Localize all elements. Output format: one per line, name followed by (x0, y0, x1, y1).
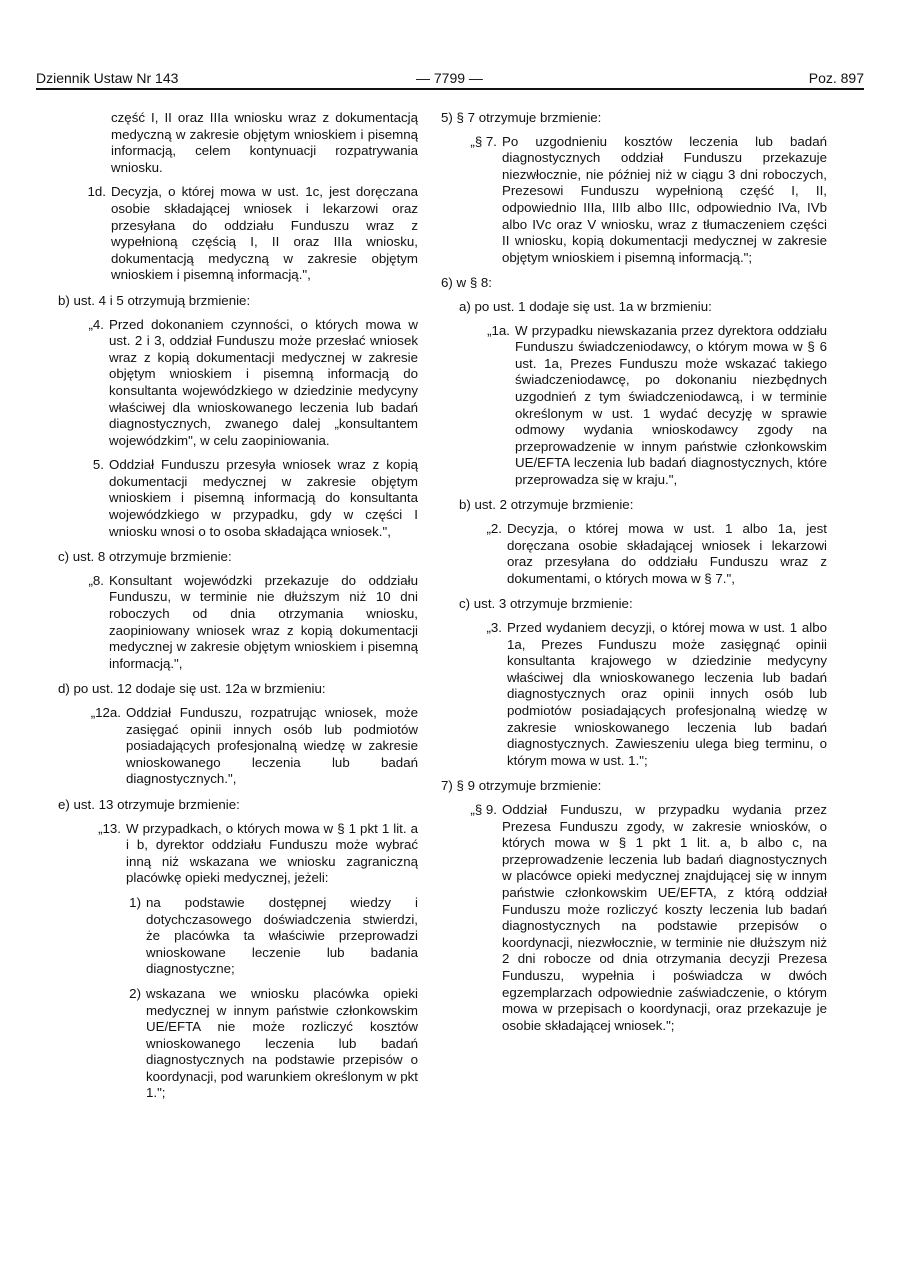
amendment-c-label: c) ust. 3 otrzymuje brzmienie: (459, 596, 633, 612)
paragraph-13-point-1: 1) na podstawie dostępnej wiedzy i dotychczasowego doświadczenia stwierdzi, że placówka ta właściwie przeprowadzi wnioskowane leczenie lub badania diagnostyczne; (129, 894, 418, 977)
left-column (58, 110, 418, 1110)
item-6-label: 6) w § 8: (441, 275, 492, 291)
amendment-c-label: c) ust. 8 otrzymuje brzmienie: (58, 549, 232, 565)
paragraph-13-point-2: 2) wskazana we wniosku placówka opieki medycznej w innym państwie członkowskim UE/EFTA nie może rozliczyć kosztów wnioskowanego leczenia lub badań diagnostycznych na podstawie przepisów o koordynacji, pod warunkiem określonym w pkt 1."; (129, 985, 418, 1101)
amendment-a-label: a) po ust. 1 dodaje się ust. 1a w brzmieniu: (459, 298, 712, 314)
page-number: — 7799 — (416, 70, 483, 86)
paragraph-12a: „12a. Oddział Funduszu, rozpatrując wniosek, może zasięgać opinii innych osób lub podmiotów posiadających profesjonalną wiedzę w zakresie wnioskowanego leczenia lub badań diagnostycznych.", (90, 705, 418, 787)
journal-title: Dziennik Ustaw Nr 143 (36, 70, 179, 86)
paragraph-3: „3. Przed wydaniem decyzji, o której mowa w ust. 1 albo 1a, Prezes Funduszu może zasięgnąć opinii konsultanta krajowego w dziedzinie medycyny właściwej dla wnioskowanego leczenia lub badań diagnostycznych oraz opinii innych osób lub podmiotów posiadających profesjonalną wiedzę w zakresie wnioskowanego leczenia lub badań diagnostycznych. Zawieszeniu ulega bieg terminu, o którym mowa w ust. 1."; (486, 620, 827, 768)
paragraph-5: 5. Oddział Funduszu przesyła wniosek wraz z kopią dokumentacji medycznej w zakresie objętym wnioskiem i pisemną informacją do konsultanta wojewódzkiego w przypadku, gdy w części I wniosku wnosi o to osoba składająca wniosek.", (92, 457, 418, 539)
paragraph-1a: „1a. W przypadku niewskazania przez dyrektora oddziału Funduszu świadczeniodawcy, o którym mowa w § 6 ust. 1a, Prezes Funduszu może wskazać takiego świadczeniodawcę, po dokonaniu niezbędnych uzgodnień z tym świadczeniodawcą, i w terminie określonym w ust. 1 wydać decyzję w sprawie odmowy wydania wnioskodawcy zgody na przeprowadzenie w innym państwie członkowskim UE/EFTA leczenia lub badań diagnostycznych, które przeprowadza się w kraju.", (487, 322, 827, 487)
paragraph-4: „4. Przed dokonaniem czynności, o których mowa w ust. 2 i 3, oddział Funduszu może przesłać wniosek wraz z kopią dokumentacji medycznej w zakresie objętym wnioskiem i pisemną informacją do konsultanta wojewódzkiego w dziedzinie medycyny właściwej dla wnioskowanego leczenia lub badań diagnostycznych, zwanego dalej „konsultantem wojewódzkim", w celu zaopiniowania. (88, 316, 418, 448)
paragraph-13: „13. W przypadkach, o których mowa w § 1 pkt 1 lit. a i b, dyrektor oddziału Funduszu może wybrać inną niż wskazana we wniosku zagraniczną placówkę opieki medycznej, jeżeli: (98, 820, 418, 886)
amendment-b-label: b) ust. 4 i 5 otrzymują brzmienie: (58, 292, 251, 308)
paragraph-8: „8. Konsultant wojewódzki przekazuje do oddziału Funduszu, w terminie nie dłuższym niż 10 dni roboczych od dnia otrzymania wniosku, zaopiniowany wniosek wraz z kopią dokumentacji medycznej w zakresie objętym wnioskiem i pisemną informacją.", (88, 572, 418, 671)
paragraph-1c-continuation: część I, II oraz IIIa wniosku wraz z dokumentacją medyczną w zakresie objętym wnioskiem i pisemną informacją, celem kontynuacji rozpatrywania wniosku. (111, 110, 418, 175)
section-9: „§ 9. Oddział Funduszu, w przypadku wydania przez Prezesa Funduszu zgody, w zakresie wniosków, o których mowa w § 1 pkt 1 lit. a, b albo c, na przeprowadzenie leczenia lub badań diagnostycznych w placówce opieki medycznej znajdującej się w innym państwie członkowskim UE/EFTA, z którą oddział Funduszu może rozliczyć koszty leczenia lub badań diagnostycznych na podstawie przepisów o koordynacji, niezwłocznie, w terminie nie dłuższym niż 2 dni robocze od dnia otrzymania decyzji Prezesa Funduszu, wypełnia i poświadcza w dwóch egzemplarzach odpowiednie zaświadczenie, o którym mowa w przepisach o koordynacji, oraz przekazuje je osobie składającej wniosek."; (470, 801, 827, 1033)
paragraph-1d: 1d. Decyzja, o której mowa w ust. 1c, jest doręczana osobie składającej wniosek i lekarzowi oraz przesyłana do oddziału Funduszu wraz z wypełnioną częścią I, II oraz IIIa wniosku, dokumentacją medyczną w zakresie objętym wnioskiem i pisemną informacją.", (87, 184, 418, 283)
item-7-label: 7) § 9 otrzymuje brzmienie: (441, 778, 602, 794)
paragraph-2: „2. Decyzja, o której mowa w ust. 1 albo 1a, jest doręczana osobie składającej wniosek i lekarzowi oraz przesyłana do oddziału Funduszu wraz z dokumentami, o których mowa w § 7.", (486, 521, 827, 586)
item-5-label: 5) § 7 otrzymuje brzmienie: (441, 110, 602, 125)
right-column (441, 110, 827, 1042)
amendment-d-label: d) po ust. 12 dodaje się ust. 12a w brzmieniu: (58, 681, 326, 697)
page-header (36, 66, 864, 90)
position-number: Poz. 897 (808, 70, 864, 86)
section-7: „§ 7. Po uzgodnieniu kosztów leczenia lub badań diagnostycznych oddział Funduszu przekazuje niezwłocznie, nie później niż w ciągu 3 dni roboczych, Prezesowi Funduszu wypełnioną część I, II, odpowiednio IIIa, IIIb albo IIIc, odpowiednio IVa, IVb albo IVc oraz V wniosku, wraz z tłumaczeniem części II wniosku, kopią dokumentacji medycznej w zakresie objętym wnioskiem i pisemną informacją."; (470, 133, 827, 265)
amendment-b-label: b) ust. 2 otrzymuje brzmienie: (459, 497, 634, 513)
amendment-e-label: e) ust. 13 otrzymuje brzmienie: (58, 796, 240, 812)
